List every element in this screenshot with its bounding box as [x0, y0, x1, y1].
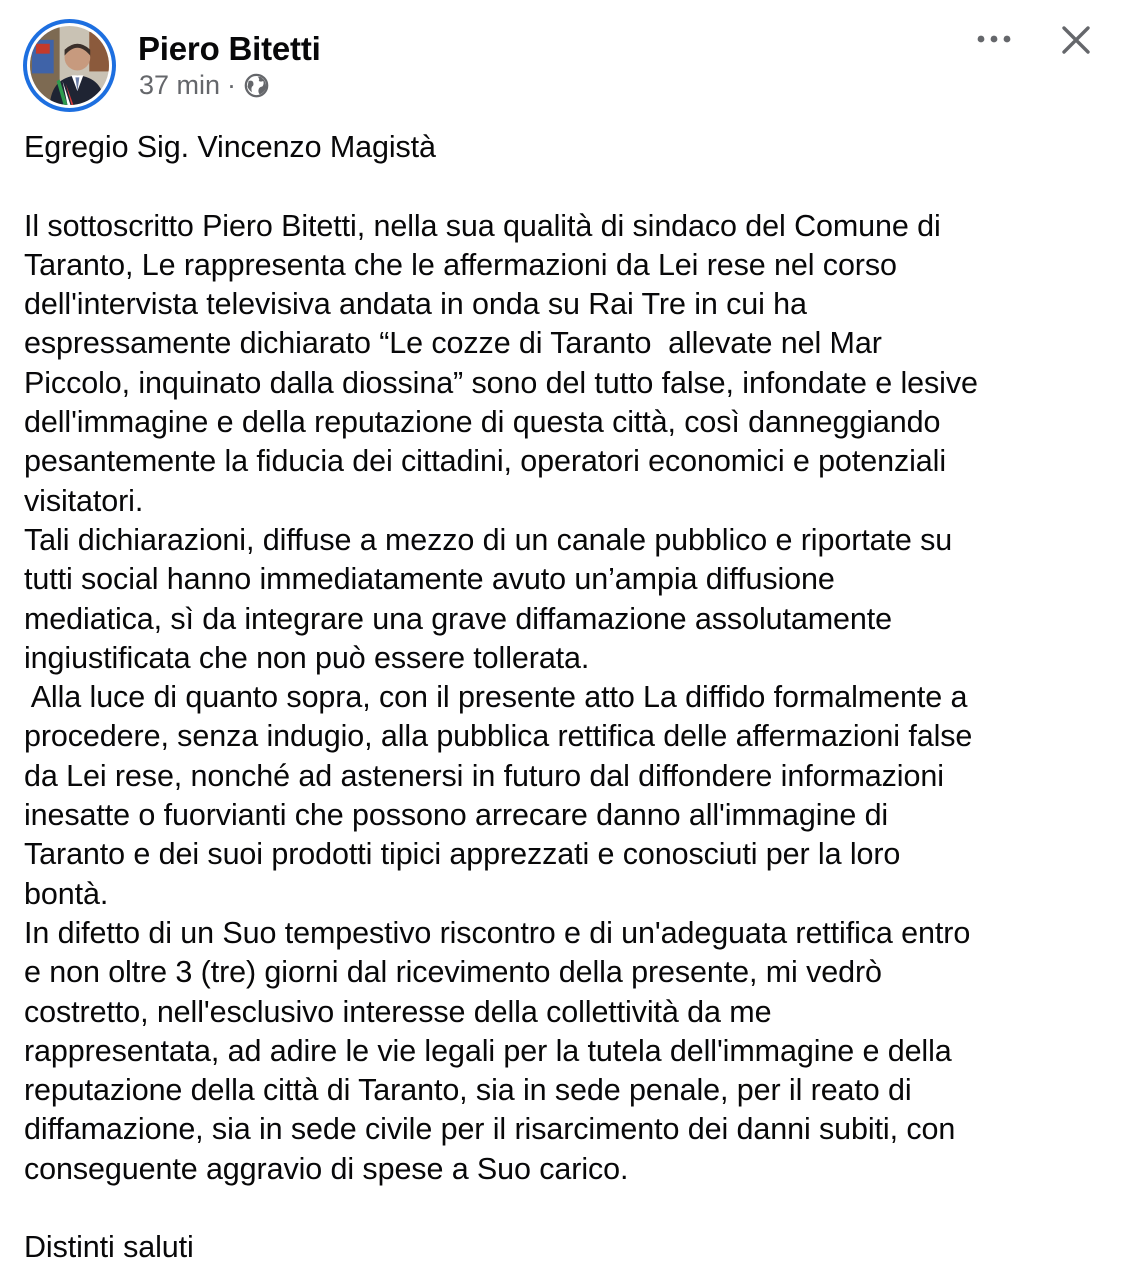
post-text-line: procedere, senza indugio, alla pubblica rettifica delle affermazioni false — [24, 719, 973, 754]
meta-separator: · — [227, 70, 237, 100]
close-icon — [1061, 25, 1091, 55]
post-meta — [139, 70, 270, 101]
author-name[interactable]: Piero Bitetti — [138, 30, 321, 67]
post-time[interactable]: 37 min — [139, 70, 221, 100]
post-text-line: espressamente dichiarato “Le cozze di Taranto allevate nel Mar — [24, 326, 882, 361]
post-text-line: pesantemente la fiducia dei cittadini, operatori economici e potenziali — [24, 444, 947, 479]
close-button[interactable] — [1054, 18, 1098, 62]
post-text-line: Taranto e dei suoi prodotti tipici apprezzati e conosciuti per la loro — [24, 837, 901, 872]
post-text-line: bontà. — [24, 876, 109, 911]
avatar[interactable] — [23, 19, 116, 112]
post-text-line: da Lei rese, nonché ad astenersi in futuro dal diffondere informazioni — [24, 758, 944, 793]
more-options-button[interactable] — [970, 22, 1018, 56]
post-header — [0, 0, 1123, 120]
post-text-line: conseguente aggravio di spese a Suo carico. — [24, 1151, 629, 1186]
post-text-line: reputazione della città di Taranto, sia in sede penale, per il reato di — [24, 1073, 912, 1108]
post-text-line: Taranto, Le rappresenta che le affermazioni da Lei rese nel corso — [24, 247, 897, 282]
post-text-line: Il sottoscritto Piero Bitetti, nella sua qualità di sindaco del Comune di — [24, 208, 941, 243]
post-text — [24, 128, 1109, 1268]
post-text-line: inesatte o fuorvianti che possono arrecare danno all'immagine di — [24, 798, 889, 833]
post-text-line: dell'immagine e della reputazione di questa città, così danneggiando — [24, 405, 941, 440]
paragraph-gap — [24, 1189, 1109, 1228]
post-text-line: visitatori. — [24, 483, 144, 518]
post-text-line: Tali dichiarazioni, diffuse a mezzo di un canale pubblico e riportate su — [24, 522, 953, 557]
post-text-line: e non oltre 3 (tre) giorni dal ricevimento della presente, mi vedrò — [24, 955, 882, 990]
post-text-line: dell'intervista televisiva andata in onda su Rai Tre in cui ha — [24, 287, 807, 322]
post-text-line: diffamazione, sia in sede civile per il risarcimento dei danni subiti, con — [24, 1112, 956, 1147]
post-text-line: Alla luce di quanto sopra, con il presente atto La diffido formalmente a — [24, 680, 968, 715]
post-text-line: mediatica, sì da integrare una grave diffamazione assolutamente — [24, 601, 892, 636]
paragraph-gap — [24, 167, 1109, 206]
more-horizontal-icon — [976, 34, 1012, 44]
post-paragraphs — [24, 207, 1109, 1189]
globe-icon — [243, 72, 270, 99]
post-text-line: costretto, nell'esclusivo interesse della collettività da me — [24, 994, 772, 1029]
post-text-line: In difetto di un Suo tempestivo riscontro e di un'adeguata rettifica entro — [24, 915, 971, 950]
profile-photo — [30, 26, 109, 105]
post-text-line: ingiustificata che non può essere tollerata. — [24, 640, 590, 675]
post-greeting: Egregio Sig. Vincenzo Magistà — [24, 130, 436, 164]
post-closing: Distinti saluti — [24, 1230, 194, 1265]
avatar-frame — [27, 23, 112, 108]
post-text-line: rappresentata, ad adire le vie legali per la tutela dell'immagine e della — [24, 1033, 952, 1068]
post-text-line: tutti social hanno immediatamente avuto un’ampia diffusione — [24, 562, 835, 597]
post-text-line: Piccolo, inquinato dalla diossina” sono del tutto false, infondate e lesive — [24, 365, 978, 400]
